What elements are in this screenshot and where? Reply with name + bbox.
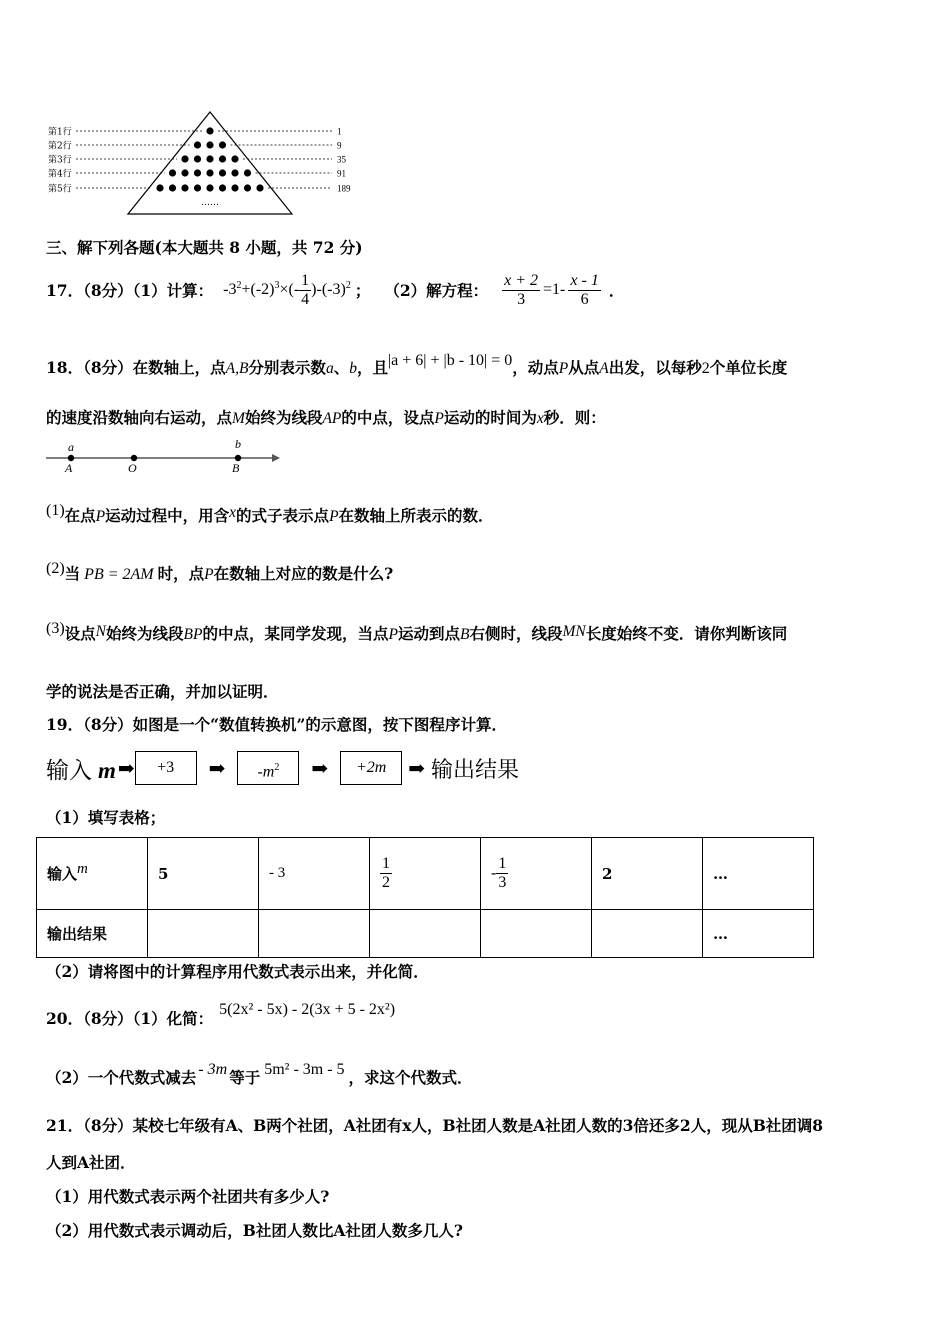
q21-sub2: （2）用代数式表示调动后，B社团人数比A社团人数多几人? xyxy=(46,1221,463,1240)
table-cell: $\frac{1}{2}$ xyxy=(370,838,481,910)
q19-sub1: （1）填写表格； xyxy=(46,808,166,827)
dot xyxy=(219,184,226,191)
dots-ellipsis: …… xyxy=(201,198,219,208)
dot xyxy=(181,155,188,162)
dot xyxy=(244,184,251,191)
q19-table xyxy=(36,837,814,958)
q18-line2: 的速度沿数轴向右运动，点M始终为线段AP的中点，设点P运动的时间为x秒．则： xyxy=(46,408,606,427)
q19-sub2: （2）请将图中的计算程序用代数式表示出来，并化简． xyxy=(46,962,429,981)
dot xyxy=(156,184,163,191)
label-O: O xyxy=(128,461,137,475)
dot xyxy=(194,155,201,162)
q17-end: ． xyxy=(608,281,625,300)
dot xyxy=(181,184,188,191)
q20-line1: 20．（8分）（1）化简： 5(2x² - 5x) - 2(3x + 5 - 2x²) xyxy=(46,1001,396,1028)
label-b: b xyxy=(235,437,241,451)
dot xyxy=(231,155,238,162)
table-cell: 2 xyxy=(592,838,703,910)
dot xyxy=(194,141,201,148)
q18-line1: 18．（8分）在数轴上，点A,B分别表示数a、b，且|a + 6| + |b - 10| = 0，动点P从点A出发，以每秒2个单位长度 xyxy=(46,352,788,377)
row-label: 第1行 xyxy=(48,127,72,138)
dot xyxy=(181,169,188,176)
dot xyxy=(219,169,226,176)
table-cell: … xyxy=(703,838,814,910)
arrow-right-icon: ➡ xyxy=(208,756,226,780)
row-count: 1 xyxy=(337,126,342,137)
row-label: 第3行 xyxy=(48,155,72,166)
dot xyxy=(219,141,226,148)
arrow-right-icon: ➡ xyxy=(117,756,135,780)
q18-part2: (2)当 PB = 2AM 时，点P在数轴上对应的数是什么? xyxy=(46,560,394,583)
arrow-right-icon: ➡ xyxy=(408,756,425,780)
dot xyxy=(244,169,251,176)
table-cell-output-label: 输出结果 xyxy=(37,910,148,958)
table-cell xyxy=(481,910,592,958)
flow-box-add2m: +2m xyxy=(340,751,402,785)
dot xyxy=(169,169,176,176)
dot xyxy=(231,184,238,191)
q20-line2: （2）一个代数式减去 - 3m 等于 5m² - 3m - 5 ，求这个代数式． xyxy=(46,1061,473,1087)
q17-fraction: $\frac{1}{4}$ xyxy=(301,271,310,308)
conversion-flow xyxy=(46,750,519,786)
q19-head: 19．（8分）如图是一个“数值转换机”的示意图，按下图程序计算． xyxy=(46,715,507,734)
table-row xyxy=(37,838,814,910)
triangle-svg xyxy=(46,110,366,216)
table-cell: - $\frac{1}{3}$ xyxy=(481,838,592,910)
table-cell: 5 xyxy=(148,838,259,910)
q21-sub1: （1）用代数式表示两个社团共有多少人? xyxy=(46,1187,330,1206)
row-count: 35 xyxy=(337,154,346,165)
q20-expr: 5(2x² - 5x) - 2(3x + 5 - 2x²) xyxy=(219,1001,396,1018)
row-label: 第4行 xyxy=(48,169,72,180)
dot xyxy=(256,184,263,191)
flow-input: 输入 m xyxy=(46,757,116,784)
q18-part3-cont: 学的说法是否正确，并加以证明． xyxy=(46,682,279,701)
label-B: B xyxy=(232,461,240,475)
dot xyxy=(219,155,226,162)
arrow-right-icon: ➡ xyxy=(311,756,329,780)
flow-box-minus-m2: $-m^2$ xyxy=(237,751,299,785)
q21-line1: 21．（8分）某校七年级有A、B两个社团，A社团有x人，B社团人数是A社团人数的3倍还多2人，现从B社团调8 xyxy=(46,1116,824,1135)
label-A: A xyxy=(65,461,73,475)
row-count: 9 xyxy=(337,140,342,151)
q17-expr1: $-3^2+(-2)^3\times(-$ $\frac{1}{4}$ )$-(-3)^2$ xyxy=(223,271,351,308)
flow-output: 输出结果 xyxy=(430,757,519,783)
row-count: 91 xyxy=(337,168,346,179)
dot xyxy=(206,141,213,148)
triangle-figure xyxy=(46,110,366,216)
section-title: 三、解下列各题(本大题共 8 小题，共 72 分) xyxy=(46,238,363,257)
dot xyxy=(206,127,213,134)
dot xyxy=(194,169,201,176)
row-guide-lines xyxy=(76,131,332,188)
table-cell xyxy=(148,910,259,958)
q17-head: 17．（8分）（1）计算： xyxy=(46,281,214,300)
table-cell xyxy=(370,910,481,958)
row-label: 第5行 xyxy=(48,184,72,195)
table-cell: … xyxy=(703,910,814,958)
table-cell xyxy=(592,910,703,958)
table-row xyxy=(37,910,814,958)
table-cell xyxy=(259,910,370,958)
q17-part2: （2）解方程： xyxy=(384,281,489,300)
table-cell-input-label: 输入m xyxy=(37,838,148,910)
dot xyxy=(194,184,201,191)
q17-sep: ； xyxy=(354,281,371,300)
q18-abs-expr: |a + 6| + |b - 10| = 0 xyxy=(387,352,513,369)
flow-box-add3: +3 xyxy=(135,751,197,785)
q21-line2: 人到A社团． xyxy=(46,1153,136,1172)
q18-part1: (1)在点P运动过程中，用含x的式子表示点P在数轴上所表示的数． xyxy=(46,502,494,525)
dot xyxy=(206,155,213,162)
dot xyxy=(169,184,176,191)
row-count: 189 xyxy=(337,183,351,194)
dot xyxy=(231,169,238,176)
q17-equation: $\frac{x + 2}{3}$ =1- $\frac{x - 1}{6}$ xyxy=(504,271,599,308)
label-a: a xyxy=(68,440,74,454)
dot xyxy=(206,169,213,176)
table-cell: - 3 xyxy=(259,838,370,910)
row-label: 第2行 xyxy=(48,141,72,152)
number-line xyxy=(44,436,289,476)
q17 xyxy=(46,265,624,315)
q18-part3: (3)设点N始终为线段BP的中点，某同学发现，当点P运动到点B右侧时，线段MN长度始终不变．请你判断该同 xyxy=(46,620,788,643)
dot xyxy=(206,184,213,191)
